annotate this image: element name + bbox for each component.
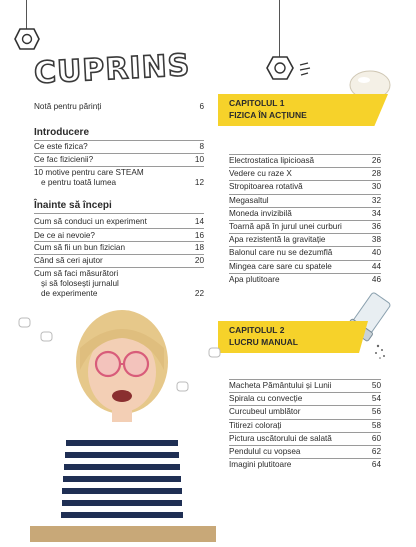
toc-entry-label: Curcubeul umblător	[229, 407, 301, 417]
row-rule	[229, 260, 381, 261]
toc-entry-page: 26	[371, 156, 381, 165]
toc-entry-page: 46	[371, 274, 381, 284]
toc-entry-page: 12	[194, 178, 204, 187]
toc-entry-page: 20	[194, 256, 204, 265]
toc-entry-label: 10 motive pentru care STEAM	[34, 168, 144, 177]
toc-entry-page: 6	[199, 102, 204, 111]
row-rule	[229, 379, 381, 380]
hex-nut-icon	[266, 56, 294, 85]
row-rule	[229, 233, 381, 234]
row-rule	[229, 207, 381, 208]
section-rule	[34, 213, 204, 214]
row-rule	[229, 432, 381, 433]
row-rule	[34, 241, 204, 242]
toc-entry-label: Apa rezistentă la gravitație	[229, 235, 326, 245]
toc-entry-label-cont: și să folosești jurnalul	[41, 279, 119, 288]
toc-entry-page: 28	[371, 169, 381, 179]
chapter1-kicker: CAPITOLUL 1	[229, 98, 285, 108]
hex-nut-icon	[14, 28, 40, 55]
toc-entry-label: Notă pentru părinți	[34, 102, 102, 111]
toc-entry-label: Ce este fizica?	[34, 142, 88, 151]
motion-lines-icon	[298, 62, 312, 81]
toc-entry-page: 16	[194, 231, 204, 240]
row-rule	[229, 458, 381, 459]
row-rule	[34, 166, 204, 167]
toc-entry-label: Cum să conduci un experiment	[34, 217, 147, 226]
toc-entry-page: 64	[371, 460, 381, 470]
toc-entry-label: Mingea care sare cu spatele	[229, 261, 332, 271]
row-rule	[229, 246, 381, 247]
row-rule	[229, 180, 381, 181]
toc-entry-label: Apa plutitoare	[229, 274, 280, 284]
section-heading-inainte: Înainte să începi	[34, 200, 112, 211]
section-rule	[34, 140, 204, 141]
toc-entry-page: 22	[194, 289, 204, 298]
toc-entry-page: 58	[371, 420, 381, 430]
toc-entry-page: 54	[371, 394, 381, 404]
toc-entry-label: Moneda invizibilă	[229, 208, 292, 218]
toc-entry-page: 44	[371, 261, 381, 271]
toc-entry-label: Titirezi colorați	[229, 420, 282, 430]
row-rule	[34, 228, 204, 229]
row-rule	[229, 445, 381, 446]
row-rule	[34, 254, 204, 255]
toc-entry-label: De ce ai nevoie?	[34, 231, 95, 240]
toc-entry-page: 32	[371, 195, 381, 205]
toc-entry-page: 40	[371, 248, 381, 258]
row-rule	[229, 154, 381, 155]
toc-entry-label: Cum să faci măsurători	[34, 269, 119, 278]
toc-entry-label: Pendulul cu vopsea	[229, 447, 301, 456]
toc-entry-label: Balonul care nu se dezumflă	[229, 248, 333, 258]
section-heading-introducere: Introducere	[34, 127, 90, 138]
row-rule	[229, 405, 381, 406]
toc-entry-page: 8	[199, 142, 204, 151]
child-photo	[30, 300, 216, 547]
row-rule	[34, 153, 204, 154]
row-rule	[229, 167, 381, 168]
toc-entry-page: 62	[371, 447, 381, 456]
chapter1-title: FIZICA ÎN ACȚIUNE	[229, 110, 307, 120]
row-rule	[34, 267, 204, 268]
toc-entry-page: 18	[194, 243, 204, 252]
toc-entry-label: Când să ceri ajutor	[34, 256, 103, 265]
page-title: CUPRINS	[33, 47, 192, 92]
toc-entry-page: 14	[194, 217, 204, 226]
chapter2-title: LUCRU MANUAL	[229, 337, 298, 347]
toc-entry-label: Electrostatica lipicioasă	[229, 156, 315, 165]
toc-entry-label: Spirala cu convecție	[229, 394, 303, 404]
toc-entry-label: Megasaltul	[229, 195, 269, 205]
row-rule	[229, 419, 381, 420]
toc-entry-label: Imagini plutitoare	[229, 460, 292, 470]
toc-entry-label-cont: de experimente	[41, 289, 98, 298]
toc-entry-page: 56	[371, 407, 381, 417]
toc-entry-label: Ce fac fizicienii?	[34, 155, 94, 164]
toc-entry-label: Stropitoarea rotativă	[229, 182, 303, 192]
toc-entry-page: 34	[371, 208, 381, 218]
string-line-2	[279, 0, 280, 60]
row-rule	[229, 273, 381, 274]
row-rule	[229, 194, 381, 195]
toc-entry-page: 50	[371, 381, 381, 390]
row-rule	[229, 220, 381, 221]
toc-entry-page: 60	[371, 433, 381, 443]
chapter2-kicker: CAPITOLUL 2	[229, 325, 285, 335]
row-rule	[229, 392, 381, 393]
toc-entry-label: Cum să fii un bun fizician	[34, 243, 126, 252]
toc-entry-page: 10	[194, 155, 204, 164]
toc-entry-label-cont: e pentru toată lumea	[41, 178, 117, 187]
toc-entry-page: 30	[371, 182, 381, 192]
toc-entry-page: 36	[371, 222, 381, 231]
toc-entry-label: Toarnă apă în jurul unei curburi	[229, 222, 342, 231]
toc-entry-label: Pictura uscătorului de salată	[229, 433, 332, 443]
toc-entry-label: Macheta Pământului și Lunii	[229, 381, 332, 390]
toc-entry-label: Vedere cu raze X	[229, 169, 292, 179]
toc-entry-page: 38	[371, 235, 381, 245]
